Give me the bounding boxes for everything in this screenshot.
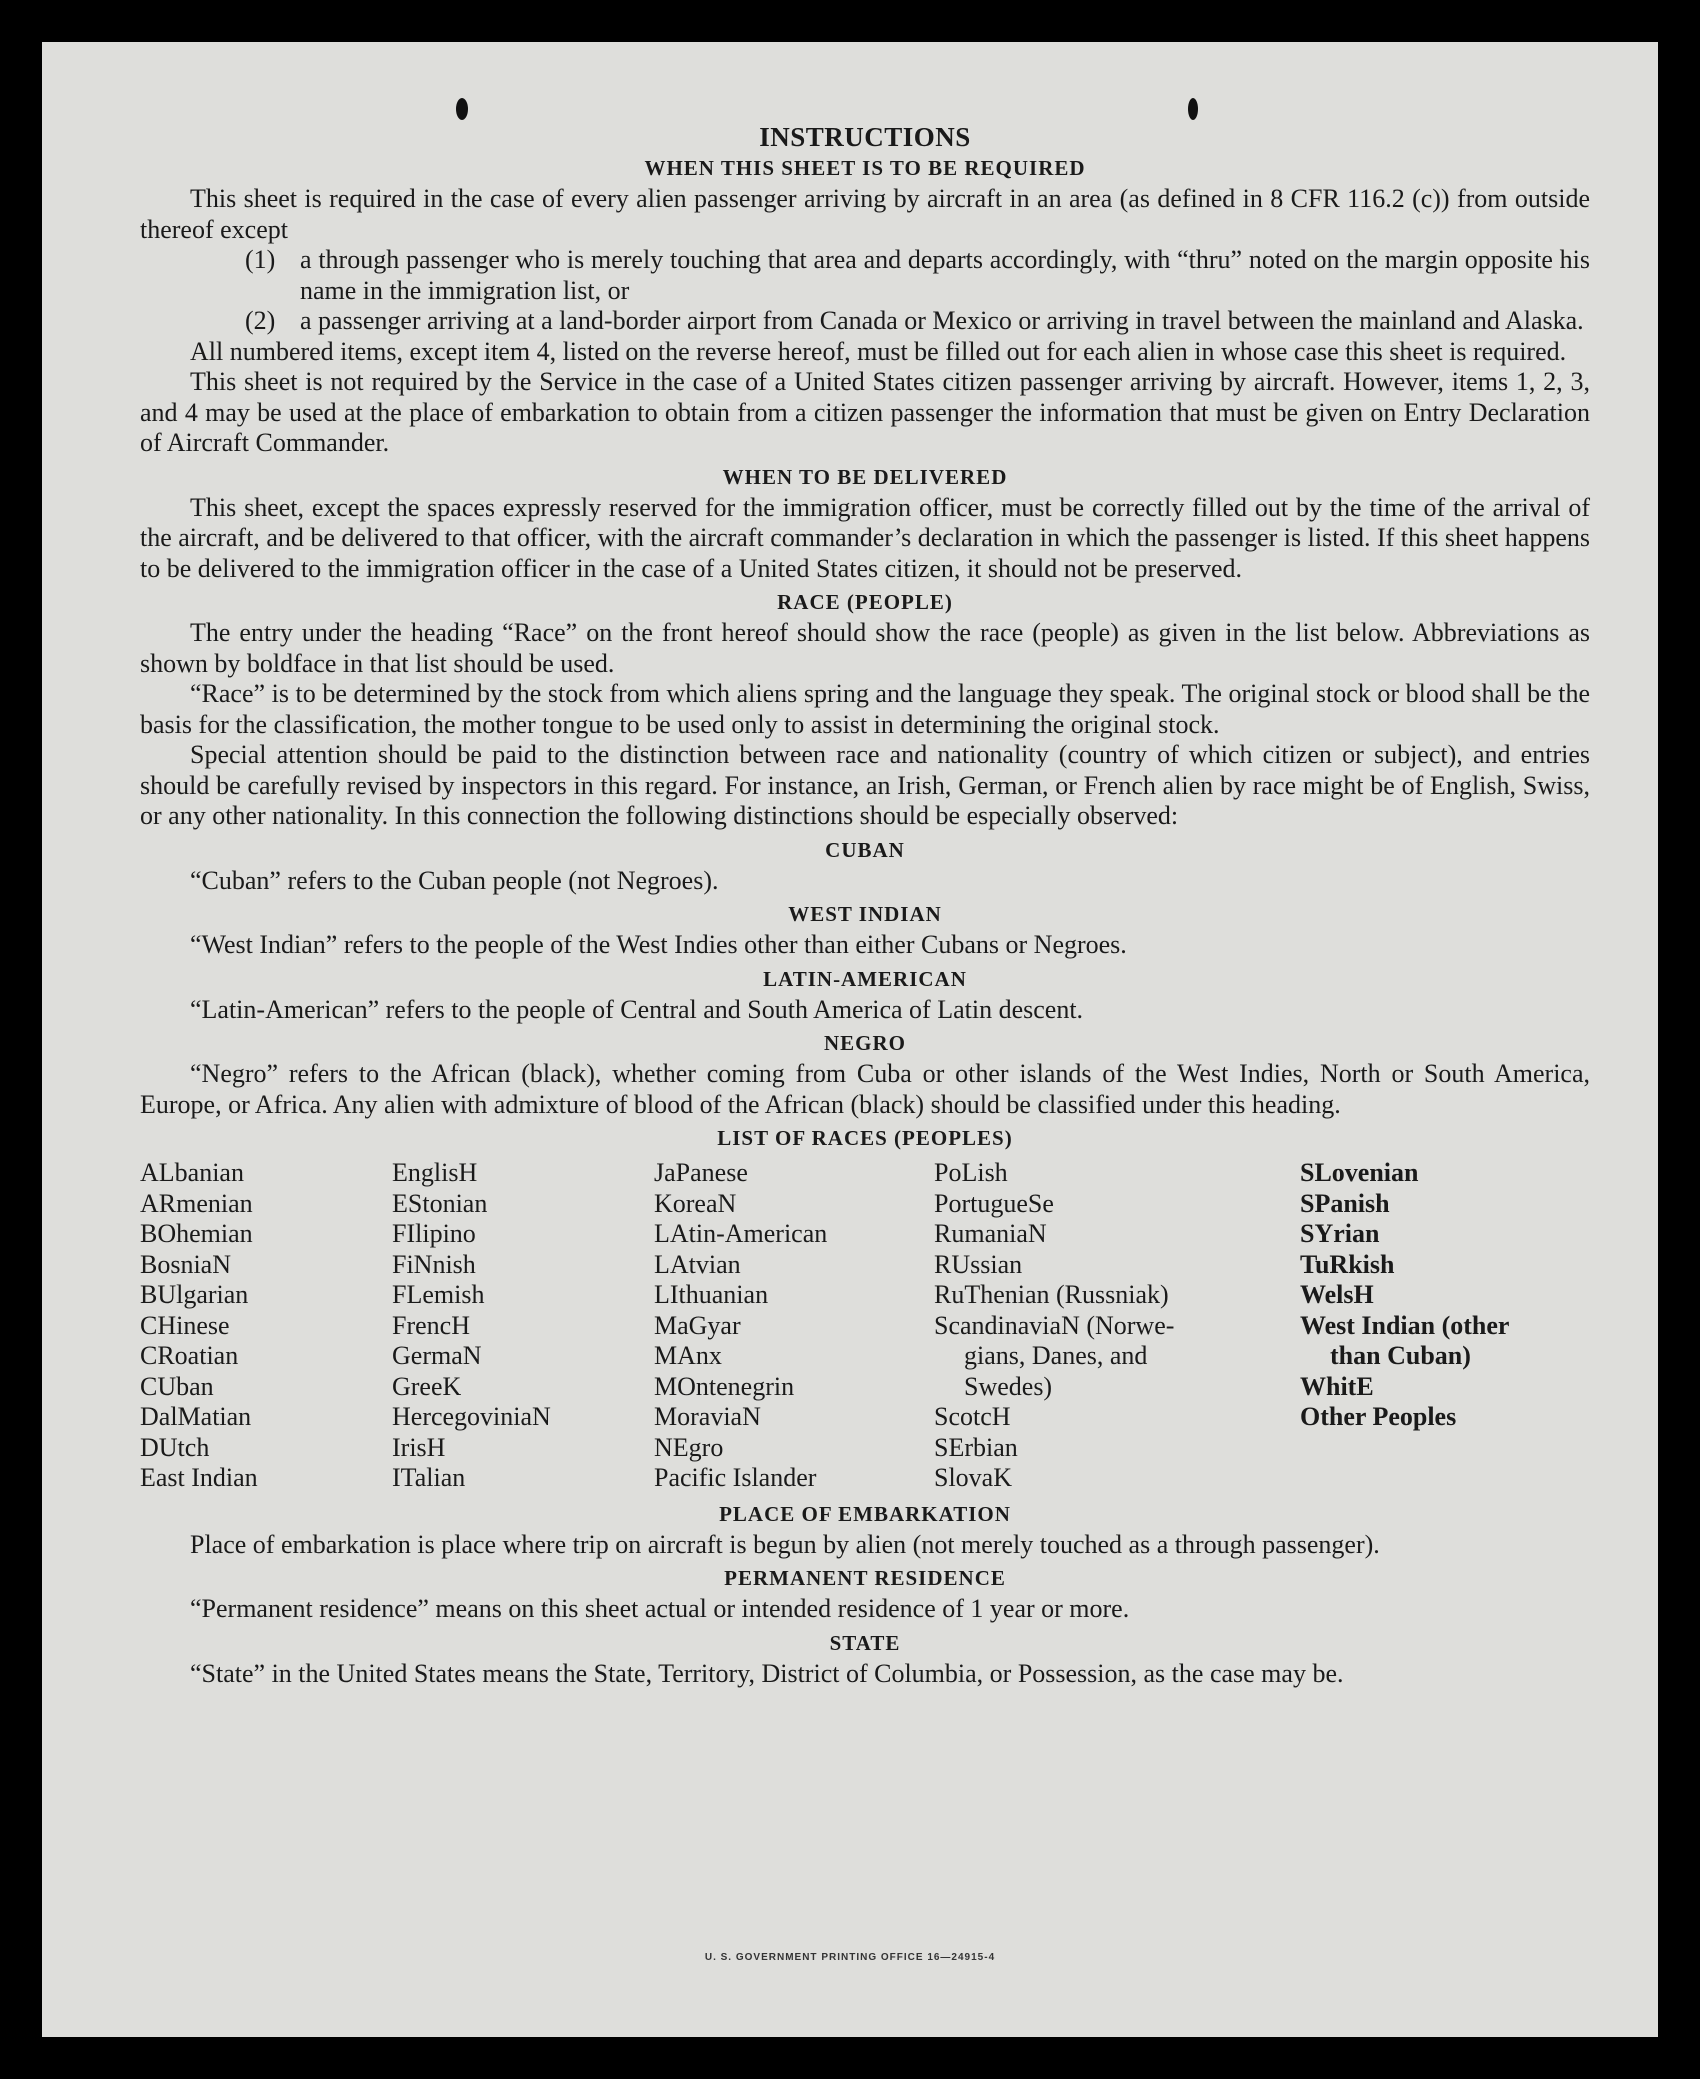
page-title: INSTRUCTIONS	[759, 122, 971, 152]
punch-mark-right	[1188, 98, 1198, 120]
race-entry: CHinese	[140, 1310, 230, 1340]
heading-race: RACE (PEOPLE)	[777, 590, 953, 614]
paragraph-embarkation: Place of embarkation is place where trip on aircraft is begun by alien (not merely touched as a through passenger).	[190, 1529, 1380, 1559]
exception-text: a through passenger who is merely touching that area and departs accordingly, with “thru” noted on the margin opposite his name in the immigration list, or	[300, 245, 1590, 305]
exception-text: a passenger arriving at a land-border airport from Canada or Mexico or arriving in travel between the mainland and Alaska.	[300, 306, 1584, 335]
race-entry: MAnx	[654, 1341, 722, 1370]
race-entry: Other Peoples	[1300, 1402, 1457, 1431]
race-entry: PoLish	[934, 1158, 1008, 1187]
paragraph-numbered-items: All numbered items, except item 4, listed on the reverse hereof, must be filled out for each alien in whose case this sheet is required.	[190, 336, 1567, 366]
heading-when-required: WHEN THIS SHEET IS TO BE REQUIRED	[644, 156, 1086, 180]
races-column-2	[392, 1158, 654, 1494]
race-entry: DUtch	[140, 1432, 210, 1462]
races-list	[140, 1158, 1590, 1494]
heading-place-of-embarkation: PLACE OF EMBARKATION	[719, 1501, 1011, 1526]
races-column-5	[1300, 1158, 1590, 1494]
race-entry: FrencH	[392, 1310, 470, 1340]
race-entry: RuThenian (Russniak)	[934, 1280, 1169, 1309]
races-column-3	[654, 1158, 934, 1494]
race-entry: BosniaN	[140, 1249, 231, 1279]
races-column-1	[140, 1158, 392, 1494]
race-entry: EStonian	[392, 1188, 488, 1218]
race-entry: ScotcH	[934, 1402, 1011, 1431]
race-entry: HercegoviniaN	[392, 1402, 551, 1431]
instructions-body	[140, 120, 1590, 1689]
paragraph-cuban: “Cuban” refers to the Cuban people (not Negroes).	[190, 865, 719, 895]
race-entry: SErbian	[934, 1432, 1018, 1462]
printing-office-imprint: U. S. GOVERNMENT PRINTING OFFICE 16—24915-4	[704, 1952, 996, 1963]
paragraph-west-indian: “West Indian” refers to the people of the West Indies other than either Cubans or Negroes.	[190, 930, 1127, 959]
race-entry: ARmenian	[140, 1188, 253, 1218]
race-entry: CUban	[140, 1371, 214, 1401]
races-column-4	[934, 1158, 1300, 1494]
race-entry: RumaniaN	[934, 1219, 1047, 1248]
exception-number: (2)	[245, 306, 276, 335]
race-entry: ITalian	[392, 1463, 466, 1492]
race-entry: MoraviaN	[654, 1402, 761, 1431]
race-entry: WelsH	[1300, 1280, 1374, 1309]
paragraph-latin-american: “Latin-American” refers to the people of Central and South America of Latin descent.	[190, 994, 1084, 1024]
race-entry: SYrian	[1300, 1219, 1380, 1248]
paragraph-race-definition: “Race” is to be determined by the stock from which aliens spring and the language they speak. The original stock or blood shall be the basis for the classification, the mother tongue to be used only to assist in determining the original stock.	[140, 679, 1590, 739]
race-entry: SLovenian	[1300, 1158, 1419, 1187]
exception-number: (1)	[245, 245, 276, 274]
race-entry: MOntenegrin	[654, 1371, 795, 1401]
race-entry: FiNnish	[392, 1249, 476, 1279]
race-entry: RUssian	[934, 1249, 1023, 1279]
race-entry: DalMatian	[140, 1402, 252, 1431]
heading-permanent-residence: PERMANENT RESIDENCE	[724, 1566, 1006, 1590]
race-entry: TuRkish	[1300, 1249, 1395, 1279]
heading-latin-american: LATIN-AMERICAN	[763, 966, 967, 991]
heading-negro: NEGRO	[823, 1031, 906, 1055]
race-entry-continued: gians, Danes, and	[964, 1341, 1148, 1370]
race-entry-continued: than Cuban)	[1330, 1341, 1471, 1370]
race-entry: CRoatian	[140, 1341, 239, 1370]
punch-mark-left	[456, 98, 468, 120]
paragraph-negro: “Negro” refers to the African (black), whether coming from Cuba or other islands of the West Indies, North or South America, Europe, or Africa. Any alien with admixture of blood of the African (black) should be classified under this heading.	[140, 1059, 1590, 1119]
race-entry: GreeK	[392, 1371, 462, 1401]
race-entry: WhitE	[1300, 1371, 1374, 1401]
race-entry: PortugueSe	[934, 1188, 1054, 1218]
race-entry: SlovaK	[934, 1463, 1012, 1492]
race-entry: ScandinaviaN (Norwe-	[934, 1310, 1175, 1340]
document-sheet	[42, 42, 1658, 2037]
race-entry: BUlgarian	[140, 1280, 249, 1309]
race-entry-continued: Swedes)	[964, 1371, 1053, 1401]
race-entry: NEgro	[654, 1432, 724, 1462]
race-entry: LAtvian	[654, 1249, 741, 1279]
race-entry: FLemish	[392, 1280, 485, 1309]
race-entry: East Indian	[140, 1463, 258, 1492]
heading-when-delivered: WHEN TO BE DELIVERED	[722, 464, 1008, 489]
race-entry: GermaN	[392, 1341, 482, 1370]
paragraph-race-nationality: Special attention should be paid to the distinction between race and nationality (country of which citizen or subject), and entries should be carefully revised by inspectors in this regard. For instance, an Irish, German, or French alien by race might be of English, Swiss, or any other nationality. In this connection the following distinctions should be especially observed:	[140, 740, 1590, 830]
exception-item-2	[140, 306, 1590, 337]
heading-list-of-races: LIST OF RACES (PEOPLES)	[717, 1126, 1013, 1150]
race-entry: LAtin-American	[654, 1219, 828, 1248]
race-entry: ALbanian	[140, 1158, 244, 1187]
heading-cuban: CUBAN	[825, 837, 905, 862]
race-entry: EnglisH	[392, 1158, 478, 1187]
paragraph-required-intro: This sheet is required in the case of every alien passenger arriving by aircraft in an area (as defined in 8 CFR 116.2 (c)) from outside thereof except	[140, 184, 1590, 244]
paragraph-race-entry: The entry under the heading “Race” on the front hereof should show the race (people) as given in the list below. Abbreviations as shown by boldface in that list should be used.	[140, 618, 1590, 678]
race-entry: West Indian (other	[1300, 1310, 1510, 1340]
heading-state: STATE	[829, 1630, 901, 1655]
race-entry: MaGyar	[654, 1310, 741, 1340]
race-entry: JaPanese	[654, 1158, 748, 1187]
exception-item-1	[140, 245, 1590, 306]
heading-west-indian: WEST INDIAN	[788, 902, 942, 926]
paragraph-delivery: This sheet, except the spaces expressly reserved for the immigration officer, must be correctly filled out by the time of the arrival of the aircraft, and be delivered to that officer, with the aircraft commander’s declaration in which the passenger is listed. If this sheet happens to be delivered to the immigration officer in the case of a United States citizen, it should not be preserved.	[140, 492, 1590, 583]
race-entry: Pacific Islander	[654, 1463, 817, 1492]
race-entry: SPanish	[1300, 1188, 1390, 1218]
race-entry: BOhemian	[140, 1219, 253, 1248]
paragraph-residence: “Permanent residence” means on this sheet actual or intended residence of 1 year or more.	[190, 1594, 1130, 1623]
race-entry: FIlipino	[392, 1219, 476, 1248]
race-entry: LIthuanian	[654, 1280, 769, 1309]
race-entry: IrisH	[392, 1432, 446, 1462]
paragraph-citizen: This sheet is not required by the Service in the case of a United States citizen passenger arriving by aircraft. However, items 1, 2, 3, and 4 may be used at the place of embarkation to obtain from a citizen passenger the information that must be given on Entry Declaration of Aircraft Commander.	[140, 367, 1590, 457]
race-entry: KoreaN	[654, 1188, 737, 1218]
paragraph-state: “State” in the United States means the State, Territory, District of Columbia, or Possession, as the case may be.	[190, 1658, 1344, 1688]
